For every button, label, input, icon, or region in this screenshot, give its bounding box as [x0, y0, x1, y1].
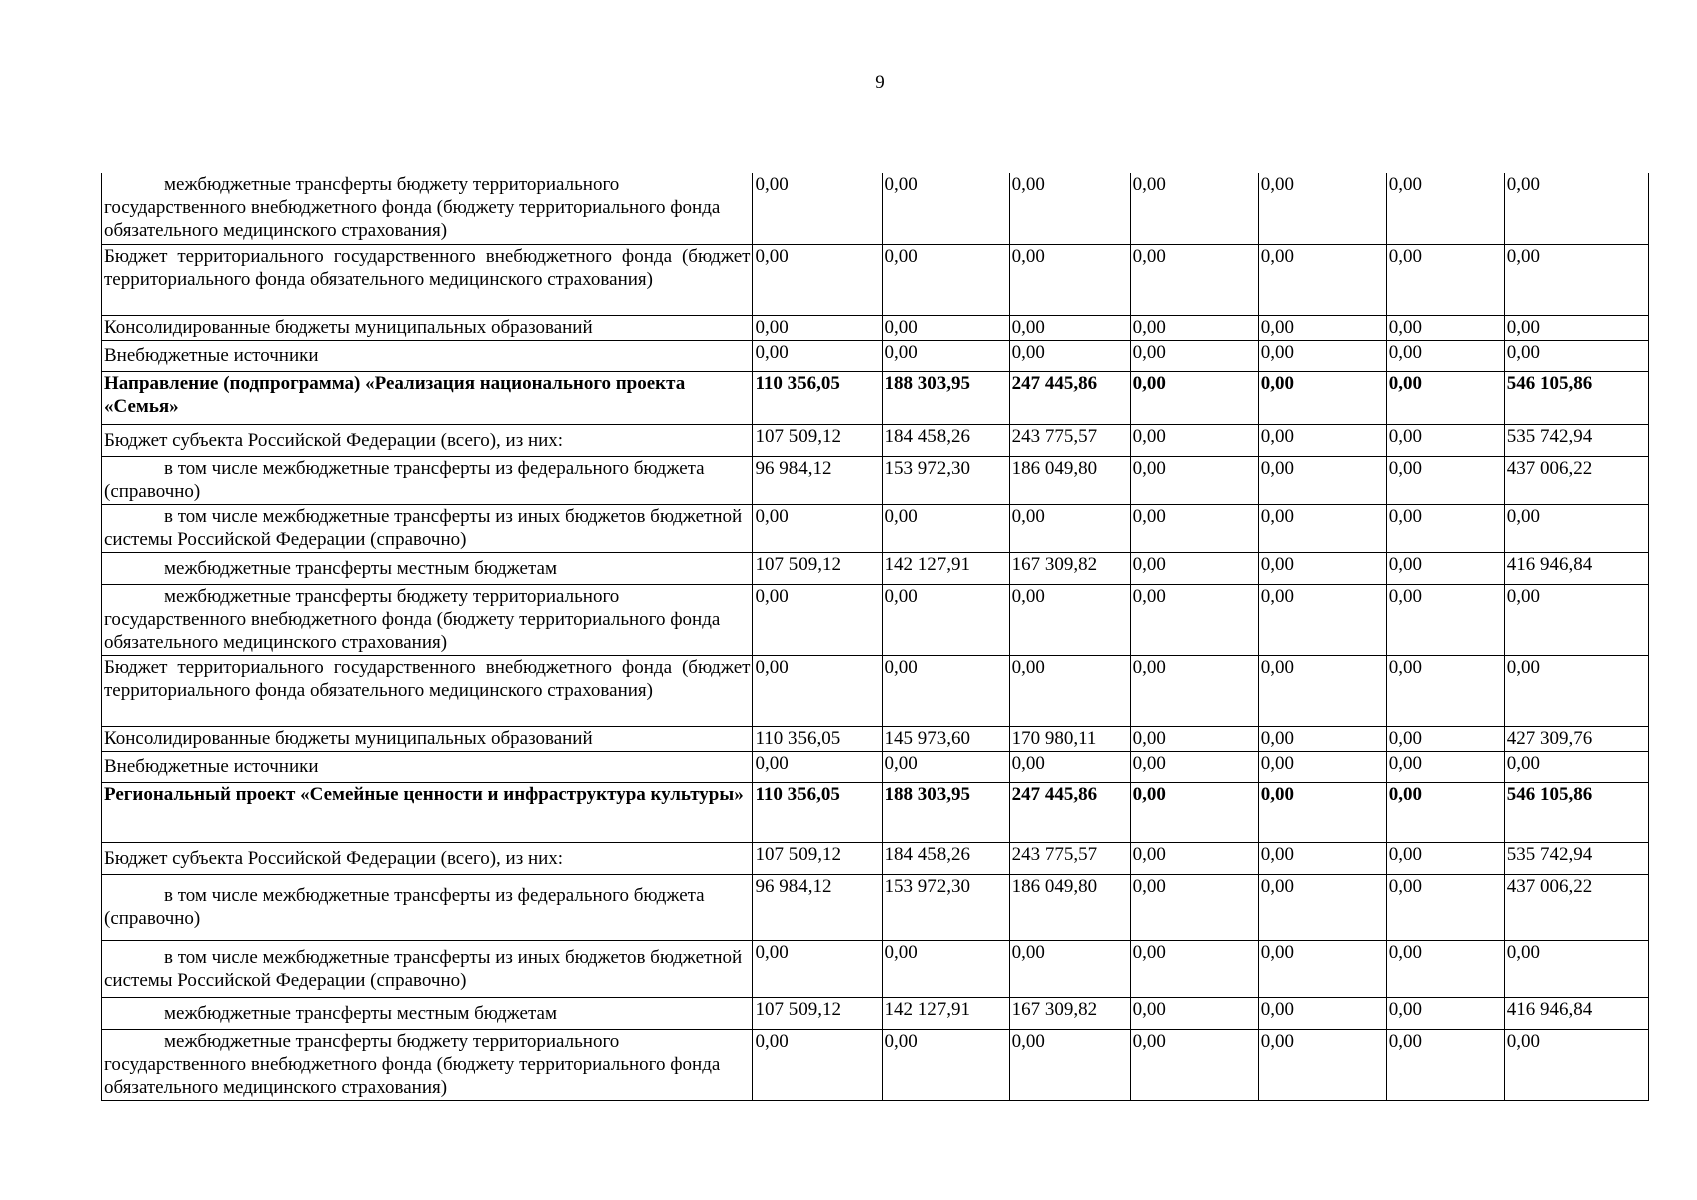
- table-row: [102, 782, 1649, 842]
- value-cell: 0,00: [1130, 726, 1258, 751]
- row-label: межбюджетные трансферты бюджету территориального государственного внебюджетного фонда (бюджету территориального фонда обязательного медицинского страхования): [102, 1029, 753, 1100]
- table-row: [102, 726, 1649, 751]
- row-label: Бюджет субъекта Российской Федерации (всего), из них:: [102, 842, 753, 874]
- value-cell: 0,00: [753, 655, 882, 726]
- value-cell: 107 509,12: [753, 997, 882, 1029]
- row-label: Бюджет территориального государственного внебюджетного фонда (бюджет территориального фонда обязательного медицинского страхования): [102, 244, 753, 315]
- row-label: межбюджетные трансферты местным бюджетам: [102, 997, 753, 1029]
- table-row: [102, 504, 1649, 552]
- value-cell: 0,00: [1009, 1029, 1130, 1100]
- row-label: Консолидированные бюджеты муниципальных образований: [102, 726, 753, 751]
- row-label: в том числе межбюджетные трансферты из федерального бюджета (справочно): [102, 456, 753, 504]
- value-cell: 0,00: [1386, 726, 1504, 751]
- value-cell: 188 303,95: [882, 782, 1009, 842]
- table-row: [102, 997, 1649, 1029]
- value-cell: 0,00: [1130, 751, 1258, 782]
- table-row: [102, 371, 1649, 424]
- value-cell: 0,00: [1504, 655, 1648, 726]
- value-cell: 0,00: [1009, 655, 1130, 726]
- value-cell: 0,00: [1386, 424, 1504, 456]
- value-cell: 0,00: [1130, 424, 1258, 456]
- value-cell: 0,00: [753, 940, 882, 997]
- value-cell: 0,00: [753, 173, 882, 244]
- value-cell: 0,00: [1386, 504, 1504, 552]
- value-cell: 0,00: [1009, 504, 1130, 552]
- value-cell: 0,00: [882, 655, 1009, 726]
- value-cell: 0,00: [1258, 371, 1386, 424]
- value-cell: 0,00: [1258, 842, 1386, 874]
- value-cell: 0,00: [1258, 751, 1386, 782]
- value-cell: 0,00: [1258, 552, 1386, 584]
- value-cell: 142 127,91: [882, 997, 1009, 1029]
- value-cell: 0,00: [1130, 997, 1258, 1029]
- table-row: [102, 315, 1649, 340]
- value-cell: 0,00: [1009, 940, 1130, 997]
- row-label: Внебюджетные источники: [102, 340, 753, 371]
- value-cell: 153 972,30: [882, 456, 1009, 504]
- value-cell: 0,00: [1009, 244, 1130, 315]
- value-cell: 0,00: [882, 315, 1009, 340]
- value-cell: 0,00: [1386, 584, 1504, 655]
- value-cell: 167 309,82: [1009, 552, 1130, 584]
- value-cell: 0,00: [1130, 655, 1258, 726]
- value-cell: 0,00: [753, 504, 882, 552]
- value-cell: 0,00: [882, 584, 1009, 655]
- table-row: [102, 940, 1649, 997]
- value-cell: 0,00: [1258, 244, 1386, 315]
- value-cell: 0,00: [1258, 655, 1386, 726]
- table-row: [102, 842, 1649, 874]
- row-label: Бюджет субъекта Российской Федерации (всего), из них:: [102, 424, 753, 456]
- value-cell: 0,00: [1258, 504, 1386, 552]
- value-cell: 0,00: [1130, 371, 1258, 424]
- value-cell: 0,00: [1386, 371, 1504, 424]
- value-cell: 0,00: [753, 244, 882, 315]
- value-cell: 0,00: [1386, 940, 1504, 997]
- value-cell: 0,00: [1386, 315, 1504, 340]
- value-cell: 0,00: [1386, 244, 1504, 315]
- value-cell: 0,00: [1130, 315, 1258, 340]
- value-cell: 0,00: [1258, 874, 1386, 940]
- value-cell: 184 458,26: [882, 424, 1009, 456]
- row-label: в том числе межбюджетные трансферты из федерального бюджета (справочно): [102, 874, 753, 940]
- value-cell: 107 509,12: [753, 552, 882, 584]
- row-label: Консолидированные бюджеты муниципальных образований: [102, 315, 753, 340]
- value-cell: 0,00: [1504, 1029, 1648, 1100]
- page-number: 9: [875, 72, 885, 93]
- value-cell: 107 509,12: [753, 842, 882, 874]
- budget-table-body: [102, 173, 1649, 1100]
- value-cell: 0,00: [1258, 782, 1386, 842]
- value-cell: 437 006,22: [1504, 874, 1648, 940]
- value-cell: 0,00: [1258, 340, 1386, 371]
- value-cell: 0,00: [1504, 940, 1648, 997]
- value-cell: 186 049,80: [1009, 874, 1130, 940]
- value-cell: 0,00: [1130, 1029, 1258, 1100]
- value-cell: 0,00: [1504, 751, 1648, 782]
- value-cell: 0,00: [1386, 552, 1504, 584]
- value-cell: 247 445,86: [1009, 782, 1130, 842]
- row-label: Направление (подпрограмма) «Реализация национального проекта «Семья»: [102, 371, 753, 424]
- value-cell: 153 972,30: [882, 874, 1009, 940]
- value-cell: 0,00: [1386, 1029, 1504, 1100]
- table-row: [102, 584, 1649, 655]
- value-cell: 0,00: [1386, 782, 1504, 842]
- value-cell: 546 105,86: [1504, 782, 1648, 842]
- table-row: [102, 340, 1649, 371]
- row-label: Региональный проект «Семейные ценности и инфраструктура культуры»: [102, 782, 753, 842]
- value-cell: 0,00: [1386, 751, 1504, 782]
- value-cell: 0,00: [1258, 1029, 1386, 1100]
- value-cell: 170 980,11: [1009, 726, 1130, 751]
- value-cell: 0,00: [882, 751, 1009, 782]
- value-cell: 0,00: [1130, 782, 1258, 842]
- value-cell: 0,00: [1504, 504, 1648, 552]
- value-cell: 0,00: [1258, 726, 1386, 751]
- value-cell: 0,00: [1130, 173, 1258, 244]
- row-label: межбюджетные трансферты бюджету территориального государственного внебюджетного фонда (бюджету территориального фонда обязательного медицинского страхования): [102, 173, 753, 244]
- value-cell: 110 356,05: [753, 371, 882, 424]
- value-cell: 0,00: [1130, 940, 1258, 997]
- row-label: в том числе межбюджетные трансферты из иных бюджетов бюджетной системы Российской Федерации (справочно): [102, 940, 753, 997]
- value-cell: 188 303,95: [882, 371, 1009, 424]
- value-cell: 0,00: [1009, 340, 1130, 371]
- value-cell: 96 984,12: [753, 874, 882, 940]
- table-row: [102, 424, 1649, 456]
- value-cell: 0,00: [1386, 173, 1504, 244]
- value-cell: 0,00: [1386, 997, 1504, 1029]
- value-cell: 0,00: [882, 173, 1009, 244]
- value-cell: 535 742,94: [1504, 842, 1648, 874]
- value-cell: 0,00: [882, 940, 1009, 997]
- value-cell: 0,00: [1130, 340, 1258, 371]
- value-cell: 0,00: [1130, 842, 1258, 874]
- value-cell: 0,00: [1386, 456, 1504, 504]
- value-cell: 0,00: [1386, 655, 1504, 726]
- value-cell: 416 946,84: [1504, 997, 1648, 1029]
- value-cell: 0,00: [1386, 842, 1504, 874]
- value-cell: 0,00: [1504, 340, 1648, 371]
- value-cell: 0,00: [1009, 584, 1130, 655]
- value-cell: 186 049,80: [1009, 456, 1130, 504]
- value-cell: 0,00: [882, 340, 1009, 371]
- value-cell: 0,00: [882, 244, 1009, 315]
- table-row: [102, 244, 1649, 315]
- value-cell: 0,00: [1386, 340, 1504, 371]
- value-cell: 0,00: [753, 751, 882, 782]
- value-cell: 145 973,60: [882, 726, 1009, 751]
- row-label: межбюджетные трансферты местным бюджетам: [102, 552, 753, 584]
- value-cell: 416 946,84: [1504, 552, 1648, 584]
- value-cell: 0,00: [1130, 874, 1258, 940]
- value-cell: 110 356,05: [753, 782, 882, 842]
- value-cell: 535 742,94: [1504, 424, 1648, 456]
- value-cell: 0,00: [1009, 315, 1130, 340]
- value-cell: 96 984,12: [753, 456, 882, 504]
- value-cell: 0,00: [1504, 584, 1648, 655]
- value-cell: 0,00: [753, 584, 882, 655]
- budget-table: [101, 173, 1649, 1101]
- row-label: Бюджет территориального государственного внебюджетного фонда (бюджет территориального фонда обязательного медицинского страхования): [102, 655, 753, 726]
- value-cell: 0,00: [753, 1029, 882, 1100]
- value-cell: 142 127,91: [882, 552, 1009, 584]
- value-cell: 0,00: [1130, 456, 1258, 504]
- table-row: [102, 552, 1649, 584]
- value-cell: 167 309,82: [1009, 997, 1130, 1029]
- value-cell: 110 356,05: [753, 726, 882, 751]
- value-cell: 0,00: [1130, 504, 1258, 552]
- value-cell: 0,00: [1009, 173, 1130, 244]
- table-row: [102, 456, 1649, 504]
- value-cell: 0,00: [1504, 244, 1648, 315]
- value-cell: 184 458,26: [882, 842, 1009, 874]
- value-cell: 0,00: [1258, 997, 1386, 1029]
- table-row: [102, 173, 1649, 244]
- value-cell: 0,00: [1504, 315, 1648, 340]
- value-cell: 0,00: [1130, 552, 1258, 584]
- value-cell: 437 006,22: [1504, 456, 1648, 504]
- row-label: в том числе межбюджетные трансферты из иных бюджетов бюджетной системы Российской Федерации (справочно): [102, 504, 753, 552]
- value-cell: 0,00: [753, 340, 882, 371]
- value-cell: 0,00: [1258, 940, 1386, 997]
- value-cell: 0,00: [1009, 751, 1130, 782]
- table-row: [102, 874, 1649, 940]
- table-row: [102, 655, 1649, 726]
- value-cell: 546 105,86: [1504, 371, 1648, 424]
- value-cell: 0,00: [1258, 315, 1386, 340]
- value-cell: 0,00: [1258, 173, 1386, 244]
- value-cell: 247 445,86: [1009, 371, 1130, 424]
- table-row: [102, 1029, 1649, 1100]
- value-cell: 0,00: [882, 1029, 1009, 1100]
- value-cell: 0,00: [1258, 456, 1386, 504]
- table-row: [102, 751, 1649, 782]
- value-cell: 0,00: [882, 504, 1009, 552]
- value-cell: 0,00: [1258, 584, 1386, 655]
- value-cell: 0,00: [1386, 874, 1504, 940]
- value-cell: 243 775,57: [1009, 842, 1130, 874]
- value-cell: 427 309,76: [1504, 726, 1648, 751]
- value-cell: 0,00: [753, 315, 882, 340]
- value-cell: 0,00: [1130, 244, 1258, 315]
- value-cell: 0,00: [1504, 173, 1648, 244]
- row-label: межбюджетные трансферты бюджету территориального государственного внебюджетного фонда (бюджету территориального фонда обязательного медицинского страхования): [102, 584, 753, 655]
- value-cell: 0,00: [1130, 584, 1258, 655]
- value-cell: 243 775,57: [1009, 424, 1130, 456]
- value-cell: 0,00: [1258, 424, 1386, 456]
- value-cell: 107 509,12: [753, 424, 882, 456]
- row-label: Внебюджетные источники: [102, 751, 753, 782]
